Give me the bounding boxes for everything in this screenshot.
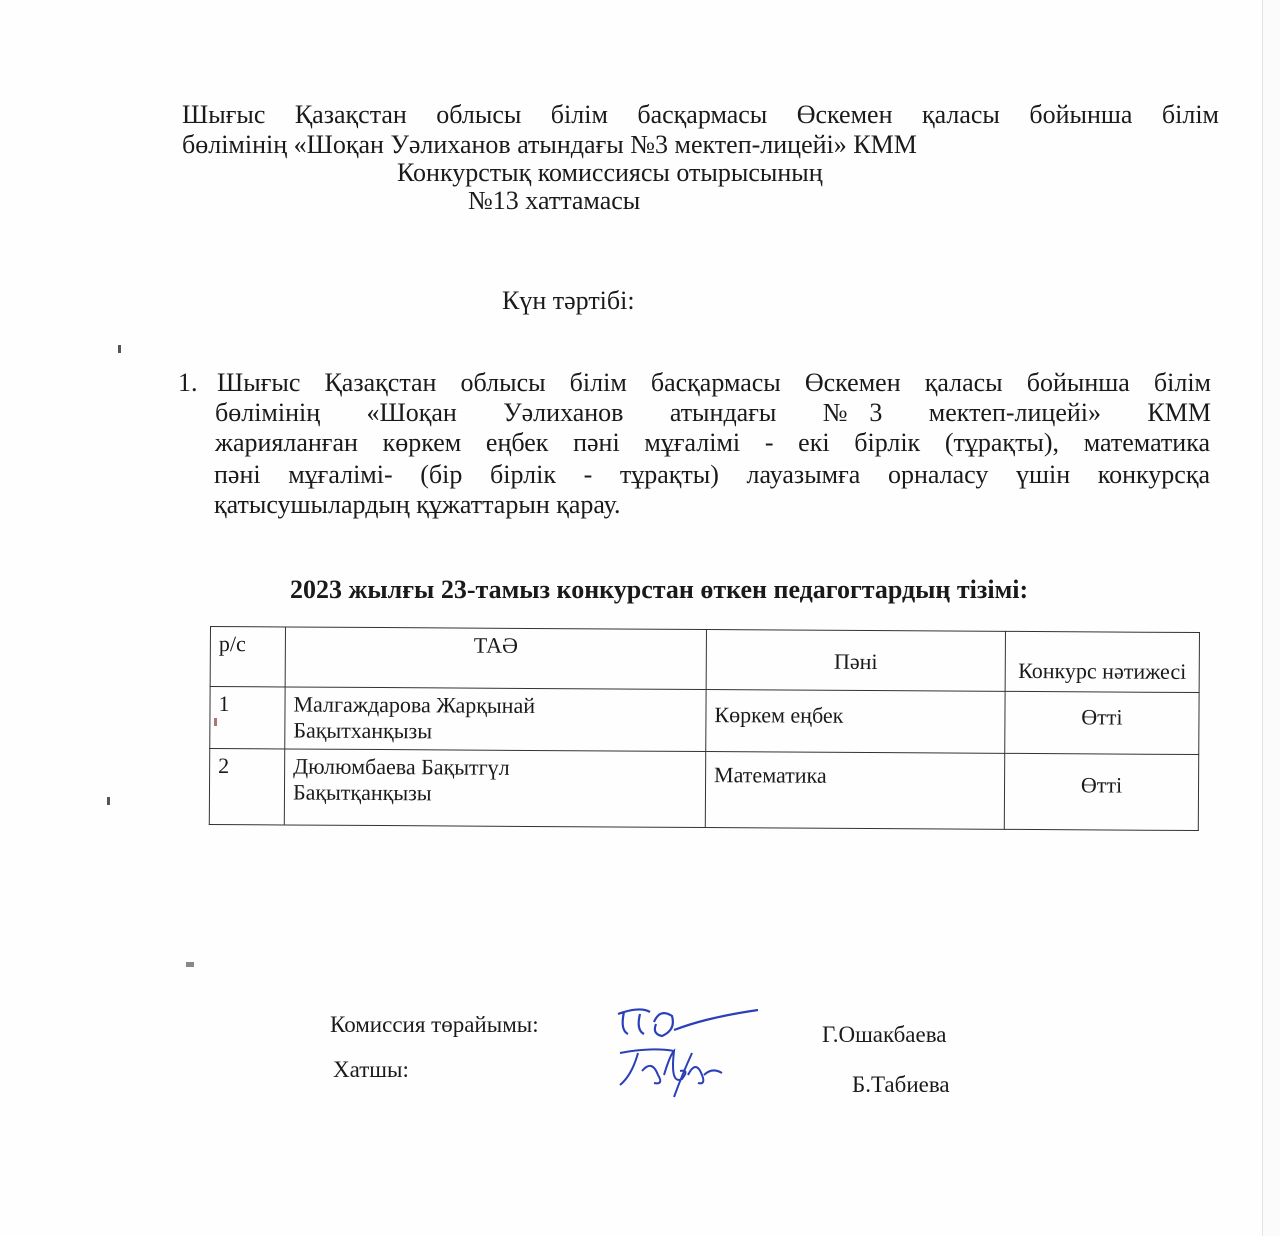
row-num: 2 [209,749,284,825]
row-num: 1 [210,687,285,749]
secretary-signature [612,1045,732,1105]
table-row [210,687,1199,755]
scan-speck [214,718,217,726]
agenda-line: бөлімінің «Шоқан Уәлиханов атындағы №3 мектеп-лицейі» КММ [215,398,1211,427]
row-name-line: Малгаждарова Жарқынай [293,691,536,718]
header-line-2: бөлімінің «Шоқан Уәлиханов атындағы №3 мектеп-лицейі» КММ [182,130,917,159]
scan-speck [107,797,110,805]
header-num: р/с [210,627,285,687]
header-line-4: №13 хаттамасы [468,186,641,215]
scan-speck [186,962,194,967]
header-result: Конкурс нәтижесі [1005,631,1199,692]
results-table [209,626,1200,831]
row-subject: Көркем еңбек [706,690,1005,754]
table-header-row [210,627,1199,693]
header-subject: Пәні [706,630,1005,692]
row-name-line: Дюлюмбаева Бақытгүл [293,753,510,780]
header-line-1: Шығыс Қазақстан облысы білім басқармасы Өскемен қаласы бойынша білім [182,100,1219,129]
row-result: Өтті [1005,691,1199,754]
chair-signature [610,1000,770,1050]
chair-label: Комиссия төрайымы: [330,1012,539,1037]
chair-name: Г.Ошакбаева [822,1022,947,1047]
row-result: Өтті [1004,753,1198,830]
header-name: ТАӘ [285,627,706,690]
agenda-line: қатысушылардың құжаттарын қарау. [214,490,621,519]
agenda-line: Шығыс Қазақстан облысы білім басқармасы Өскемен қаласы бойынша білім [217,368,1211,397]
agenda-line: пәні мұғалімі- (бір бірлік - тұрақты) лауазымға орналасу үшін конкурсқа [214,460,1210,489]
agenda-line: жарияланған көркем еңбек пәні мұғалімі - екі бірлік (тұрақты), математика [215,428,1210,457]
secretary-name: Б.Табиева [852,1072,950,1097]
row-name-line: Бақытханқызы [293,717,433,744]
header-line-3: Конкурстық комиссиясы отырысының [397,158,823,187]
agenda-title: Күн тәртібі: [502,286,635,315]
scan-speck [118,345,121,353]
row-name [285,687,706,752]
row-subject: Математика [705,752,1004,830]
agenda-item-number: 1. [178,368,198,397]
table-row [209,749,1198,831]
row-name [284,749,705,828]
list-title: 2023 жылғы 23-тамыз конкурстан өткен педагогтардың тізімі: [290,575,1029,604]
secretary-label: Хатшы: [333,1057,409,1082]
row-name-line: Бақытқанқызы [292,779,432,806]
